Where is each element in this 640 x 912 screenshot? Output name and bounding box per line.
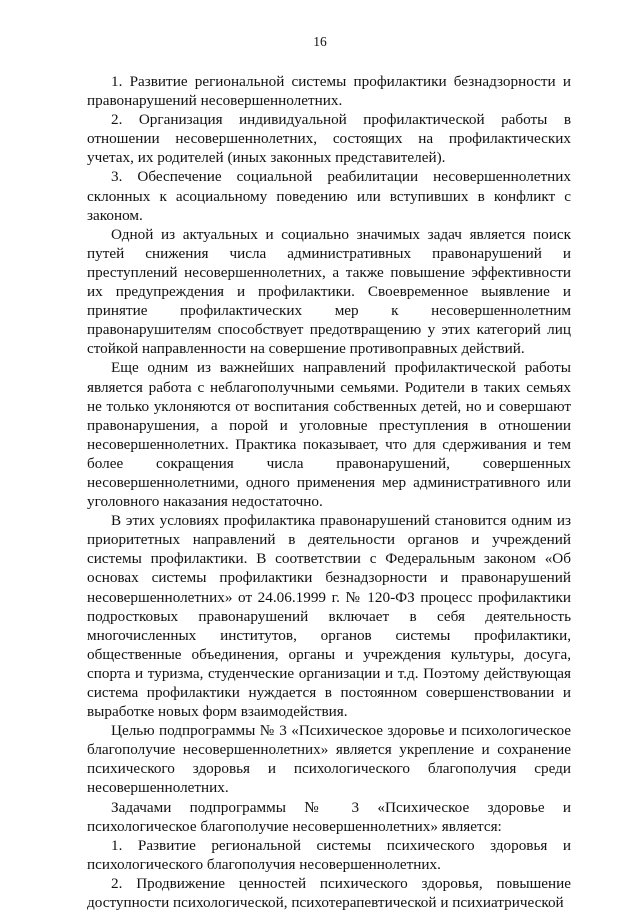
list-item: 1. Развитие региональной системы профилактики безнадзорности и правонарушений несовершеннолетних. (87, 73, 571, 110)
paragraph: Целью подпрограммы № 3 «Психическое здоровье и психологическое благополучие несовершеннолетних» является укрепление и сохранение психического здоровья и психологического благополучия среди несовершеннолетних. (87, 722, 571, 797)
document-body (87, 72, 571, 912)
paragraph: Одной из актуальных и социально значимых задач является поиск путей снижения числа административных правонарушений и преступлений несовершеннолетних, а также повышение эффективности их предупреждения и профилактики. Своевременное выявление и принятие профилактических мер к несовершеннолетним правонарушителям способствует предотвращению у этих категорий лиц стойкой направленности на совершение противоправных действий. (87, 225, 571, 358)
paragraph: В этих условиях профилактика правонарушений становится одним из приоритетных направлений в деятельности органов и учреждений системы профилактики. В соответствии с Федеральным законом «Об основах системы профилактики безнадзорности и правонарушений несовершеннолетних» от 24.06.1999 г. № 120-ФЗ процесс профилактики подростковых правонарушений включает в себя деятельность многочисленных институтов, органов системы профилактики, общественные объединения, органы и учреждения культуры, досуга, спорта и туризма, студенческие организации и т.д. Поэтому действующая система профилактики нуждается в постоянном совершенствовании и выработке новых форм взаимодействия. (87, 512, 571, 721)
page-number: 16 (313, 34, 327, 49)
list-item: 2. Организация индивидуальной профилактической работы в отношении несовершеннолетних, состоящих на профилактических учетах, их родителей (иных законных представителей). (87, 111, 571, 167)
paragraph: Задачами подпрограммы № 3 «Психическое здоровье и психологическое благополучие несовершеннолетних» является: (87, 798, 571, 835)
paragraph: Еще одним из важнейших направлений профилактической работы является работа с неблагополучными семьями. Родители в таких семьях не только уклоняются от воспитания собственных детей, но и совершают правонарушения, а порой и уголовные преступления в отношении несовершеннолетних. Практика показывает, что для сдерживания и тем более сокращения числа правонарушений, совершенных несовершеннолетними, одного применения мер административного или уголовного наказания недостаточно. (87, 359, 571, 511)
list-item: 1. Развитие региональной системы психического здоровья и психологического благополучия несовершеннолетних. (87, 836, 571, 873)
list-item: 3. Обеспечение социальной реабилитации несовершеннолетних склонных к асоциальному поведению или вступивших в конфликт с законом. (87, 168, 571, 224)
list-item: 2. Продвижение ценностей психического здоровья, повышение доступности психологической, психотерапевтической и психиатрической (87, 874, 571, 912)
